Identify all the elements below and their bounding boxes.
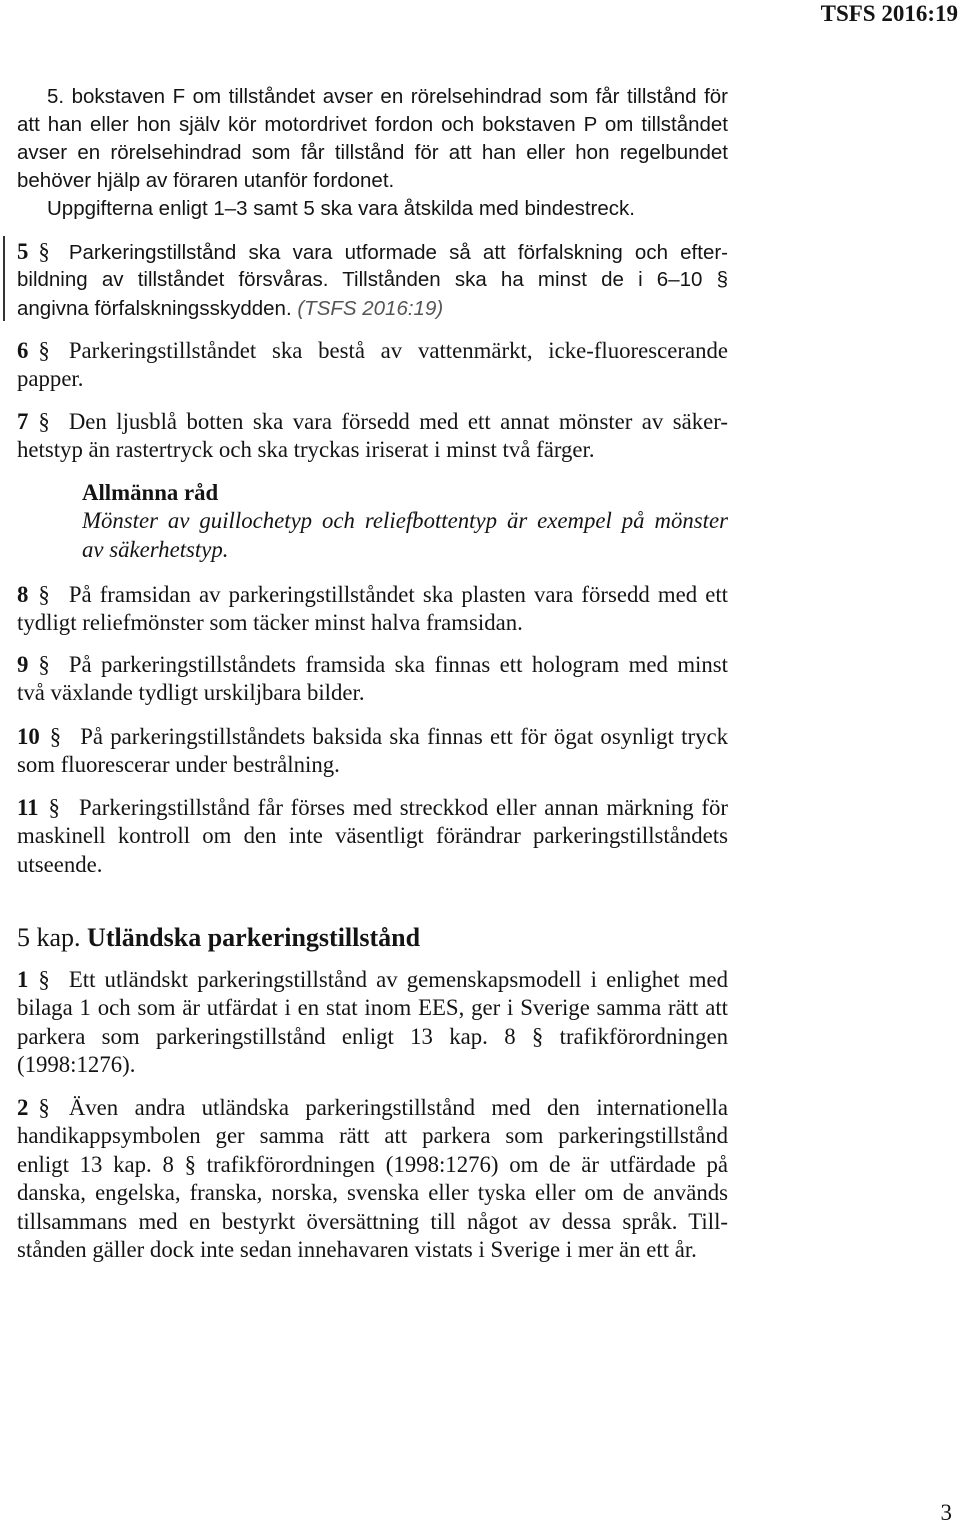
section-label — [17, 337, 69, 365]
section-line: (1998:1276). — [17, 1052, 136, 1078]
section-line — [17, 295, 728, 323]
section-5 — [17, 238, 728, 323]
chapter-section-2 — [17, 1094, 728, 1264]
section-line: tydligt reliefmönster som täcker minst halva framsidan. — [17, 610, 523, 636]
amendment-reference: (TSFS 2016:19) — [297, 296, 444, 320]
chapter-heading — [17, 922, 420, 954]
section-line — [17, 337, 728, 365]
section-line: utseende. — [17, 851, 103, 877]
section-line: två växlande tydligt urskiljbara bilder. — [17, 680, 365, 706]
section-text: angivna förfalskningsskydden. — [17, 296, 292, 320]
section-text: Även andra utländska parkeringstillstånd med den internationella — [68, 1095, 728, 1120]
intro-note: Uppgifterna enligt 1–3 samt 5 ska vara åtskilda med bindestreck. — [47, 197, 635, 221]
chapter-label: 5 kap. — [17, 923, 81, 952]
section-number: 9 — [17, 652, 29, 677]
section-line — [17, 408, 728, 436]
section-text: På parkeringstillståndets baksida ska finnas ett för ögat osynligt tryck — [80, 724, 728, 749]
section-9 — [17, 651, 728, 708]
section-number: 2 — [17, 1095, 29, 1120]
section-8 — [17, 581, 728, 638]
section-text: På framsidan av parkeringstillståndet ska plasten vara försedd med ett — [68, 582, 728, 607]
section-text: Parkeringstillstånd ska vara utformade så att förfalskning och efter- — [68, 241, 728, 264]
section-number: 5 — [17, 239, 29, 264]
section-line — [17, 1094, 728, 1122]
section-line — [17, 238, 728, 266]
section-sign: § — [38, 582, 50, 607]
section-label — [17, 408, 69, 436]
section-line — [17, 651, 728, 679]
section-sign: § — [48, 795, 60, 820]
section-line: bildning av tillståndet försvåras. Tillstånden ska ha minst de i 6–10 § — [17, 268, 728, 292]
section-text: På parkeringstillståndets framsida ska finnas ett hologram med minst — [68, 652, 728, 677]
intro-line: avser en rörelsehindrad som får tillstånd för att han eller hon regelbundet — [17, 141, 728, 165]
section-line: handikappsymbolen ger samma rätt att parkera som parkeringstillstånd — [17, 1123, 728, 1149]
section-line: tillsammans med en bestyrkt översättning till något av dessa språk. Till- — [17, 1208, 728, 1234]
section-line — [17, 723, 728, 751]
section-line: bilaga 1 och som är utfärdat i en stat inom EES, ger i Sverige samma rätt att — [17, 995, 728, 1021]
section-label — [17, 723, 80, 751]
section-sign: § — [38, 967, 50, 992]
section-text: Ett utländskt parkeringstillstånd av gemenskapsmodell i enlighet med — [68, 967, 728, 992]
section-sign: § — [38, 1095, 50, 1120]
section-sign: § — [38, 652, 50, 677]
section-line: papper. — [17, 366, 84, 392]
section-sign: § — [38, 409, 50, 434]
section-10 — [17, 723, 728, 780]
section-text: Parkeringstillståndet ska bestå av vattenmärkt, icke-fluorescerande — [68, 338, 728, 363]
section-line — [17, 581, 728, 609]
general-advice — [82, 479, 728, 564]
page-number: 3 — [940, 1500, 952, 1525]
change-bar — [3, 236, 5, 321]
section-number: 6 — [17, 338, 29, 363]
section-7 — [17, 408, 728, 465]
section-line: enligt 13 kap. 8 § trafikförordningen (1998:1276) om de är utfärdade på — [17, 1151, 728, 1177]
intro-line: behöver hjälp av föraren utanför fordonet. — [17, 169, 395, 193]
section-label — [17, 966, 69, 994]
section-label — [17, 651, 69, 679]
section-number: 7 — [17, 409, 29, 434]
section-11 — [17, 794, 728, 879]
section-line: maskinell kontroll om den inte väsentligt förändrar parkeringstillståndets — [17, 823, 728, 849]
intro-list-item — [17, 83, 728, 223]
section-label — [17, 238, 69, 266]
intro-line: att han eller hon själv kör motordrivet fordon och bokstaven P om tillståndet — [17, 113, 728, 137]
general-advice-heading: Allmänna råd — [82, 480, 219, 505]
section-line — [17, 966, 728, 994]
section-line — [17, 794, 728, 822]
section-label — [17, 581, 69, 609]
section-line: som fluorescerar under bestrålning. — [17, 752, 340, 778]
section-number: 10 — [17, 724, 40, 749]
section-text: Den ljusblå botten ska vara försedd med ett annat mönster av säker- — [68, 409, 728, 434]
intro-line: 5. bokstaven F om tillståndet avser en rörelsehindrad som får tillstånd för — [47, 85, 728, 108]
section-sign: § — [38, 338, 50, 363]
general-advice-line: av säkerhetstyp. — [82, 536, 229, 562]
document-id-header: TSFS 2016:19 — [820, 1, 958, 26]
section-6 — [17, 337, 728, 394]
chapter-title: Utländska parkeringstillstånd — [87, 923, 421, 952]
general-advice-line: Mönster av guillochetyp och reliefbottentyp är exempel på mönster — [82, 508, 728, 534]
section-label — [17, 1094, 69, 1122]
section-sign: § — [38, 239, 50, 264]
section-line: parkera som parkeringstillstånd enligt 13 kap. 8 § trafikförordningen — [17, 1023, 728, 1049]
chapter-section-1 — [17, 966, 728, 1080]
section-number: 8 — [17, 582, 29, 607]
section-line: hetstyp än rastertryck och ska tryckas iriserat i minst två färger. — [17, 437, 595, 463]
section-number: 11 — [17, 795, 39, 820]
section-line: danska, engelska, franska, norska, svenska eller tyska eller om de används — [17, 1180, 728, 1206]
section-number: 1 — [17, 967, 29, 992]
section-text: Parkeringstillstånd får förses med streckkod eller annan märkning för — [78, 795, 728, 820]
section-sign: § — [49, 724, 62, 749]
section-label — [17, 794, 79, 822]
section-line: stånden gäller dock inte sedan innehavaren vistats i Sverige i mer än ett år. — [17, 1236, 697, 1262]
